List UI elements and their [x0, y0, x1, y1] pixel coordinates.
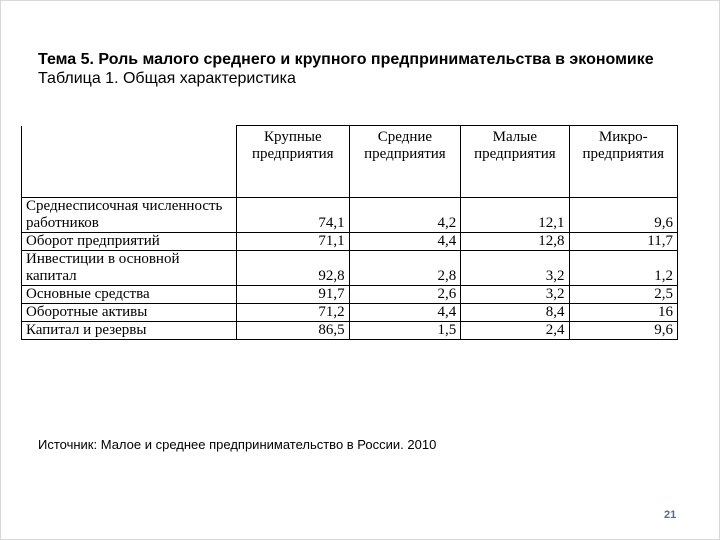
cell-value: 9,6	[569, 198, 678, 233]
row-label: Основные средства	[22, 286, 237, 304]
header-large: Крупные предприятия	[237, 126, 350, 198]
row-label: Капитал и резервы	[22, 322, 237, 340]
cell-value: 2,5	[569, 286, 678, 304]
header-micro: Микро-предприятия	[569, 126, 678, 198]
row-label: Среднесписочная численность работников	[22, 198, 237, 233]
cell-value: 3,2	[461, 251, 569, 286]
table-row	[22, 322, 678, 340]
header-small: Малые предприятия	[461, 126, 569, 198]
cell-value: 12,8	[461, 233, 569, 251]
cell-value: 11,7	[569, 233, 678, 251]
cell-value: 2,4	[461, 322, 569, 340]
page-number: 21	[664, 509, 677, 521]
characteristics-table	[21, 125, 678, 340]
cell-value: 86,5	[237, 322, 350, 340]
topic-heading: Тема 5. Роль малого среднего и крупного предпринимательства в экономике	[38, 51, 654, 68]
table-row	[22, 251, 678, 286]
cell-value: 4,4	[349, 304, 461, 322]
cell-value: 1,2	[569, 251, 678, 286]
slide-title	[38, 50, 678, 88]
cell-value: 16	[569, 304, 678, 322]
table-caption: Таблица 1. Общая характеристика	[38, 70, 296, 87]
cell-value: 8,4	[461, 304, 569, 322]
cell-value: 91,7	[237, 286, 350, 304]
cell-value: 1,5	[349, 322, 461, 340]
cell-value: 2,6	[349, 286, 461, 304]
cell-value: 9,6	[569, 322, 678, 340]
cell-value: 92,8	[237, 251, 350, 286]
header-empty-cell	[22, 126, 237, 198]
cell-value: 12,1	[461, 198, 569, 233]
cell-value: 71,1	[237, 233, 350, 251]
row-label: Оборот предприятий	[22, 233, 237, 251]
table-header-row	[22, 126, 678, 198]
cell-value: 74,1	[237, 198, 350, 233]
cell-value: 4,2	[349, 198, 461, 233]
row-label: Инвестиции в основной капитал	[22, 251, 237, 286]
source-note: Источник: Малое и среднее предпринимательство в России. 2010	[38, 437, 437, 452]
cell-value: 3,2	[461, 286, 569, 304]
table-row	[22, 286, 678, 304]
cell-value: 4,4	[349, 233, 461, 251]
row-label: Оборотные активы	[22, 304, 237, 322]
table-row	[22, 304, 678, 322]
cell-value: 2,8	[349, 251, 461, 286]
table-row	[22, 198, 678, 233]
table-row	[22, 233, 678, 251]
cell-value: 71,2	[237, 304, 350, 322]
header-medium: Средние предприятия	[349, 126, 461, 198]
